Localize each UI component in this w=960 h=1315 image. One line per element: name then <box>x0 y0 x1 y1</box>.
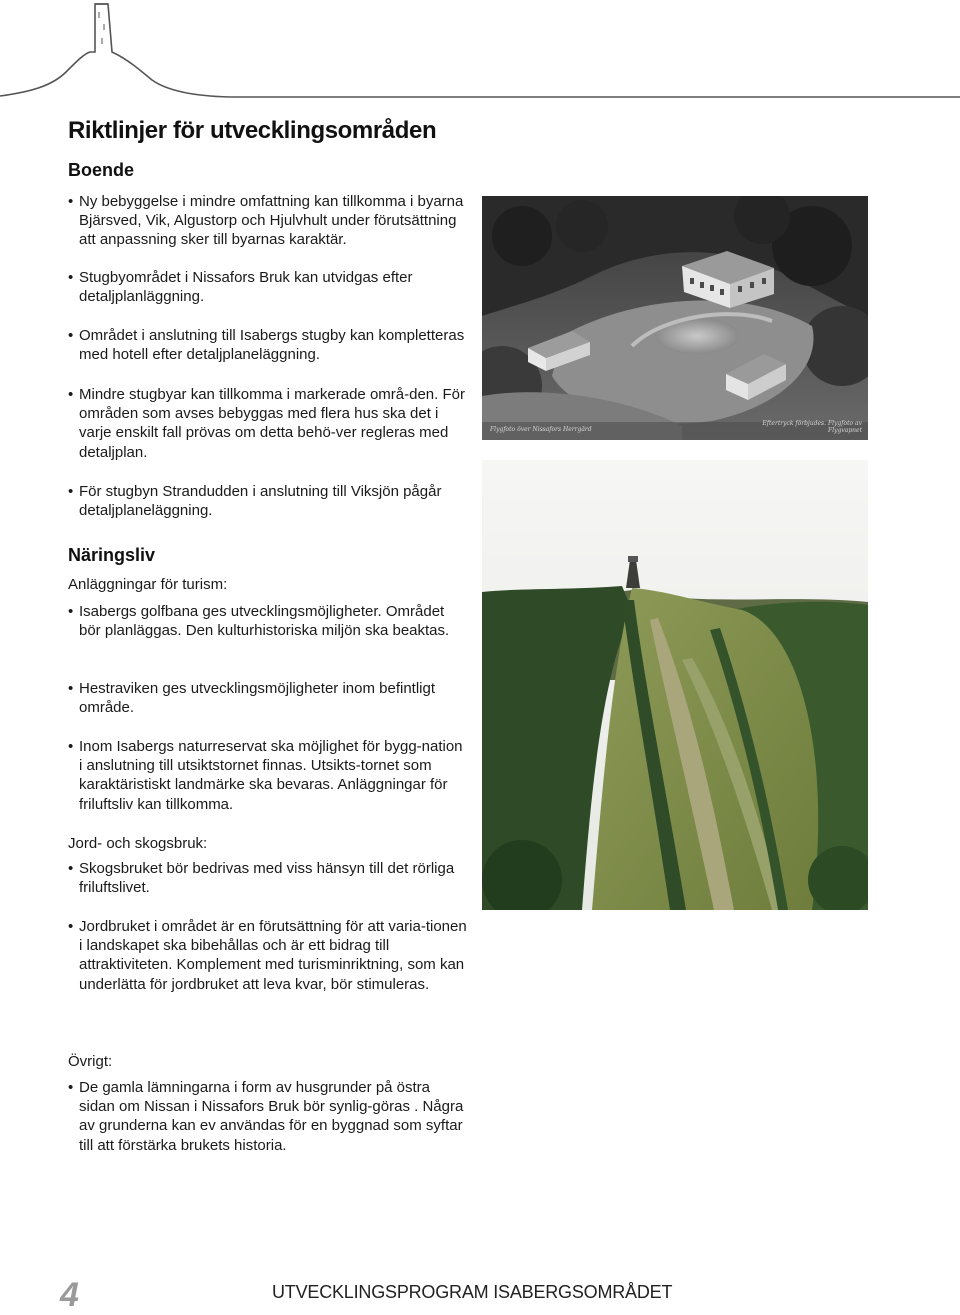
list-item: • De gamla lämningarna i form av husgrunder på östra sidan om Nissan i Nissafors Bruk bör synlig-göras . Några av grunderna kan ev användas för en byggnad som syftar till att förstärka brukets historia. <box>68 1078 469 1155</box>
photo-caption-right: Eftertryck förbjudes. Flygfoto av Flygvapnet <box>762 420 862 434</box>
list-item: • Hestraviken ges utvecklingsmöjligheter inom befintligt område. <box>68 679 469 717</box>
section-heading-boende: Boende <box>68 160 135 180</box>
list-item: • Mindre stugbyar kan tillkomma i markerade områ-den. För områden som avses bebyggas med flera hus ska det i varje enskilt fall prövas om detta behö-ver regleras med detaljplan. <box>68 385 469 462</box>
list-item: • Ny bebyggelse i mindre omfattning kan tillkomma i byarna Bjärsved, Vik, Algustorp och Hjulvhult under förutsättning att anpassning sker till byarnas karaktär. <box>68 192 469 250</box>
list-item: • För stugbyn Strandudden i anslutning till Viksjön pågår detaljplaneläggning. <box>68 482 469 520</box>
section-heading-naringsliv: Näringsliv <box>68 545 156 565</box>
list-item: • Området i anslutning till Isabergs stugby kan kompletteras med hotell efter detaljplaneläggning. <box>68 326 469 364</box>
hill-photo-isaberg <box>482 460 868 910</box>
list-item: • Stugbyområdet i Nissafors Bruk kan utvidgas efter detaljplanläggning. <box>68 268 469 306</box>
tower-hill-logo <box>0 0 960 100</box>
subheading-jord-skog: Jord- och skogsbruk: <box>68 835 208 852</box>
subheading-ovrigt: Övrigt: <box>68 1053 113 1070</box>
list-item: • Inom Isabergs naturreservat ska möjlighet för bygg-nation i anslutning till utsiktstornet finnas. Utsikts-tornet som karaktäristiskt landmärke ska bevaras. Anläggningar för friluftsliv kan tillkomma. <box>68 737 469 814</box>
list-item: • Jordbruket i området är en förutsättning för att varia-tionen i landskapet ska bibehållas och är ett bidrag till attraktiviteten. Komplement med turisminriktning, som kan underlätta för jordbruket att leva kvar, bör stimuleras. <box>68 917 469 994</box>
list-item: • Skogsbruket bör bedrivas med viss hänsyn till det rörliga friluftslivet. <box>68 859 469 897</box>
subheading-turism: Anläggningar för turism: <box>68 576 228 593</box>
photo-caption-left: Flygfoto över Nissafors Herrgård <box>490 426 592 433</box>
page-title: Riktlinjer för utvecklingsområden <box>68 117 437 144</box>
aerial-photo-herrgard <box>482 196 868 440</box>
footer-title: UTVECKLINGSPROGRAM ISABERGSOMRÅDET <box>272 1282 673 1302</box>
list-item: • Isabergs golfbana ges utvecklingsmöjligheter. Området bör planläggas. Den kulturhistoriska miljön ska beaktas. <box>68 602 469 640</box>
page-number: 4 <box>60 1276 79 1314</box>
